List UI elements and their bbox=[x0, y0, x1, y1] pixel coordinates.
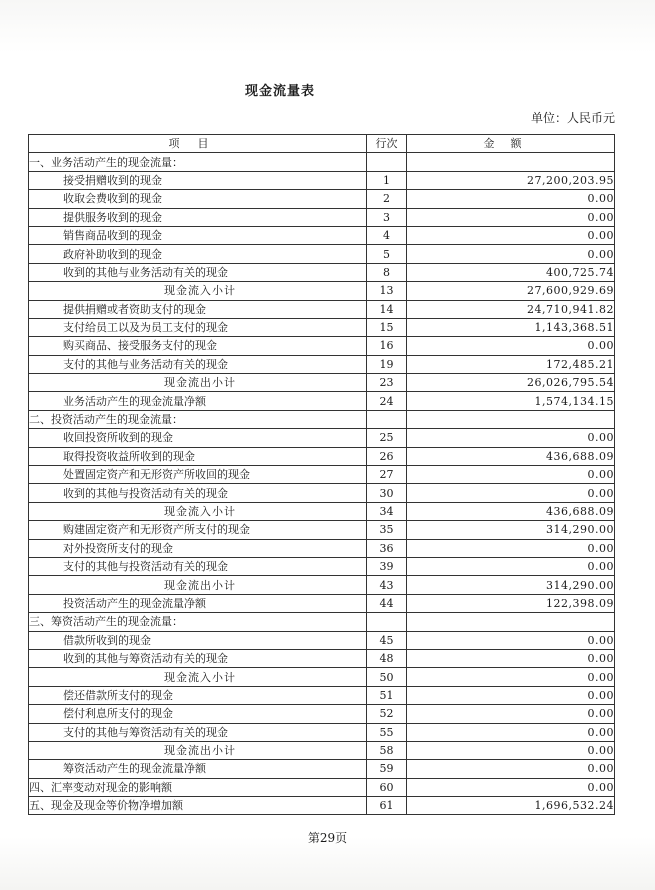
row-item-label: 收到的其他与投资活动有关的现金 bbox=[29, 484, 367, 502]
page-number: 第29页 bbox=[307, 831, 348, 845]
row-item-label: 偿付利息所支付的现金 bbox=[29, 705, 367, 723]
row-amount: 122,398.09 bbox=[407, 594, 615, 612]
subtotal-label: 现金流入小计 bbox=[29, 502, 367, 520]
row-amount: 0.00 bbox=[407, 668, 615, 686]
table-row bbox=[29, 576, 615, 594]
row-amount: 0.00 bbox=[407, 778, 615, 796]
row-item-label: 收到的其他与业务活动有关的现金 bbox=[29, 263, 367, 281]
table-row bbox=[29, 723, 615, 741]
row-item-label: 处置固定资产和无形资产所收回的现金 bbox=[29, 466, 367, 484]
section-heading: 三、筹资活动产生的现金流量： bbox=[29, 613, 367, 631]
table-row bbox=[29, 668, 615, 686]
table-row bbox=[29, 631, 615, 649]
row-item-label: 政府补助收到的现金 bbox=[29, 245, 367, 263]
row-amount: 0.00 bbox=[407, 245, 615, 263]
row-amount: 0.00 bbox=[407, 741, 615, 759]
row-amount: 0.00 bbox=[407, 539, 615, 557]
row-number: 15 bbox=[367, 318, 407, 336]
row-amount: 436,688.09 bbox=[407, 447, 615, 465]
row-amount: 0.00 bbox=[407, 760, 615, 778]
row-number: 36 bbox=[367, 539, 407, 557]
row-item-label: 销售商品收到的现金 bbox=[29, 226, 367, 244]
row-amount: 0.00 bbox=[407, 631, 615, 649]
row-amount: 172,485.21 bbox=[407, 355, 615, 373]
row-number: 30 bbox=[367, 484, 407, 502]
row-number: 48 bbox=[367, 649, 407, 667]
row-amount: 0.00 bbox=[407, 649, 615, 667]
row-number: 58 bbox=[367, 741, 407, 759]
table-row bbox=[29, 447, 615, 465]
row-amount: 24,710,941.82 bbox=[407, 300, 615, 318]
currency-unit: 单位：人民币元 bbox=[530, 111, 615, 125]
table-row bbox=[29, 466, 615, 484]
table-row bbox=[29, 208, 615, 226]
row-item-label: 收取会费收到的现金 bbox=[29, 190, 367, 208]
row-number: 55 bbox=[367, 723, 407, 741]
row-number: 5 bbox=[367, 245, 407, 263]
table-header-row bbox=[29, 135, 615, 153]
table-row bbox=[29, 705, 615, 723]
table-row bbox=[29, 539, 615, 557]
row-number: 34 bbox=[367, 502, 407, 520]
table-row bbox=[29, 521, 615, 539]
row-amount: 1,143,368.51 bbox=[407, 318, 615, 336]
row-amount: 400,725.74 bbox=[407, 263, 615, 281]
row-item-label: 业务活动产生的现金流量净额 bbox=[29, 392, 367, 410]
row-number: 4 bbox=[367, 226, 407, 244]
row-number: 14 bbox=[367, 300, 407, 318]
table-row bbox=[29, 410, 615, 428]
row-number: 35 bbox=[367, 521, 407, 539]
table-row bbox=[29, 245, 615, 263]
table-row bbox=[29, 226, 615, 244]
row-item-label: 取得投资收益所收到的现金 bbox=[29, 447, 367, 465]
row-item-label: 购买商品、接受服务支付的现金 bbox=[29, 337, 367, 355]
row-amount: 27,600,929.69 bbox=[407, 282, 615, 300]
row-amount: 26,026,795.54 bbox=[407, 374, 615, 392]
subtotal-label: 现金流出小计 bbox=[29, 741, 367, 759]
row-amount: 0.00 bbox=[407, 705, 615, 723]
row-number: 43 bbox=[367, 576, 407, 594]
row-number: 27 bbox=[367, 466, 407, 484]
row-amount: 1,574,134.15 bbox=[407, 392, 615, 410]
table-row bbox=[29, 337, 615, 355]
row-number: 1 bbox=[367, 171, 407, 189]
row-number: 50 bbox=[367, 668, 407, 686]
row-number: 8 bbox=[367, 263, 407, 281]
page-title: 现金流量表 bbox=[244, 84, 315, 99]
row-number: 19 bbox=[367, 355, 407, 373]
row-number: 24 bbox=[367, 392, 407, 410]
row-item-label: 提供服务收到的现金 bbox=[29, 208, 367, 226]
table-row bbox=[29, 760, 615, 778]
row-amount: 0.00 bbox=[407, 226, 615, 244]
row-item-label: 支付的其他与业务活动有关的现金 bbox=[29, 355, 367, 373]
row-item-label: 支付的其他与筹资活动有关的现金 bbox=[29, 723, 367, 741]
row-number: 51 bbox=[367, 686, 407, 704]
row-amount: 0.00 bbox=[407, 723, 615, 741]
row-amount: 436,688.09 bbox=[407, 502, 615, 520]
table-row bbox=[29, 153, 615, 171]
section-heading: 五、现金及现金等价物净增加额 bbox=[29, 797, 367, 815]
table-row bbox=[29, 282, 615, 300]
table-row bbox=[29, 613, 615, 631]
header-item: 项目 bbox=[29, 135, 367, 153]
row-amount: 0.00 bbox=[407, 557, 615, 575]
cash-flow-table bbox=[28, 134, 615, 815]
subtotal-label: 现金流入小计 bbox=[29, 668, 367, 686]
row-amount: 0.00 bbox=[407, 484, 615, 502]
row-number bbox=[367, 613, 407, 631]
row-amount bbox=[407, 410, 615, 428]
table-row bbox=[29, 355, 615, 373]
row-number: 16 bbox=[367, 337, 407, 355]
subtotal-label: 现金流出小计 bbox=[29, 374, 367, 392]
table-row bbox=[29, 429, 615, 447]
header-row-number: 行次 bbox=[367, 135, 407, 153]
row-item-label: 接受捐赠收到的现金 bbox=[29, 171, 367, 189]
row-number: 52 bbox=[367, 705, 407, 723]
table-row bbox=[29, 502, 615, 520]
row-amount: 27,200,203.95 bbox=[407, 171, 615, 189]
row-item-label: 偿还借款所支付的现金 bbox=[29, 686, 367, 704]
row-number: 25 bbox=[367, 429, 407, 447]
table-row bbox=[29, 318, 615, 336]
table-row bbox=[29, 392, 615, 410]
table-row bbox=[29, 374, 615, 392]
row-amount: 0.00 bbox=[407, 337, 615, 355]
table-row bbox=[29, 484, 615, 502]
table-row bbox=[29, 778, 615, 796]
row-amount: 0.00 bbox=[407, 429, 615, 447]
row-number: 60 bbox=[367, 778, 407, 796]
row-number: 45 bbox=[367, 631, 407, 649]
subtotal-label: 现金流入小计 bbox=[29, 282, 367, 300]
table-row bbox=[29, 300, 615, 318]
row-item-label: 对外投资所支付的现金 bbox=[29, 539, 367, 557]
subtotal-label: 现金流出小计 bbox=[29, 576, 367, 594]
row-number: 44 bbox=[367, 594, 407, 612]
table-row bbox=[29, 686, 615, 704]
row-number: 61 bbox=[367, 797, 407, 815]
section-heading: 一、业务活动产生的现金流量： bbox=[29, 153, 367, 171]
row-item-label: 借款所收到的现金 bbox=[29, 631, 367, 649]
row-amount: 0.00 bbox=[407, 190, 615, 208]
row-number: 59 bbox=[367, 760, 407, 778]
row-amount: 0.00 bbox=[407, 466, 615, 484]
row-amount: 314,290.00 bbox=[407, 576, 615, 594]
row-item-label: 收到的其他与筹资活动有关的现金 bbox=[29, 649, 367, 667]
row-number bbox=[367, 153, 407, 171]
row-amount: 1,696,532.24 bbox=[407, 797, 615, 815]
row-item-label: 筹资活动产生的现金流量净额 bbox=[29, 760, 367, 778]
row-number: 2 bbox=[367, 190, 407, 208]
table-row bbox=[29, 741, 615, 759]
row-amount: 314,290.00 bbox=[407, 521, 615, 539]
table-row bbox=[29, 171, 615, 189]
row-amount: 0.00 bbox=[407, 208, 615, 226]
row-number: 39 bbox=[367, 557, 407, 575]
row-number: 13 bbox=[367, 282, 407, 300]
row-amount: 0.00 bbox=[407, 686, 615, 704]
row-item-label: 支付给员工以及为员工支付的现金 bbox=[29, 318, 367, 336]
row-amount bbox=[407, 153, 615, 171]
row-item-label: 提供捐赠或者资助支付的现金 bbox=[29, 300, 367, 318]
table-body bbox=[29, 153, 615, 815]
header-amount: 金额 bbox=[407, 135, 615, 153]
row-number: 3 bbox=[367, 208, 407, 226]
section-heading: 二、投资活动产生的现金流量： bbox=[29, 410, 367, 428]
table-row bbox=[29, 594, 615, 612]
table-row bbox=[29, 649, 615, 667]
row-item-label: 收回投资所收到的现金 bbox=[29, 429, 367, 447]
row-amount bbox=[407, 613, 615, 631]
row-number: 26 bbox=[367, 447, 407, 465]
row-number: 23 bbox=[367, 374, 407, 392]
row-item-label: 购建固定资产和无形资产所支付的现金 bbox=[29, 521, 367, 539]
section-heading: 四、汇率变动对现金的影响额 bbox=[29, 778, 367, 796]
row-item-label: 支付的其他与投资活动有关的现金 bbox=[29, 557, 367, 575]
table-row bbox=[29, 190, 615, 208]
table-row bbox=[29, 263, 615, 281]
table-row bbox=[29, 557, 615, 575]
row-number bbox=[367, 410, 407, 428]
row-item-label: 投资活动产生的现金流量净额 bbox=[29, 594, 367, 612]
table-row bbox=[29, 797, 615, 815]
